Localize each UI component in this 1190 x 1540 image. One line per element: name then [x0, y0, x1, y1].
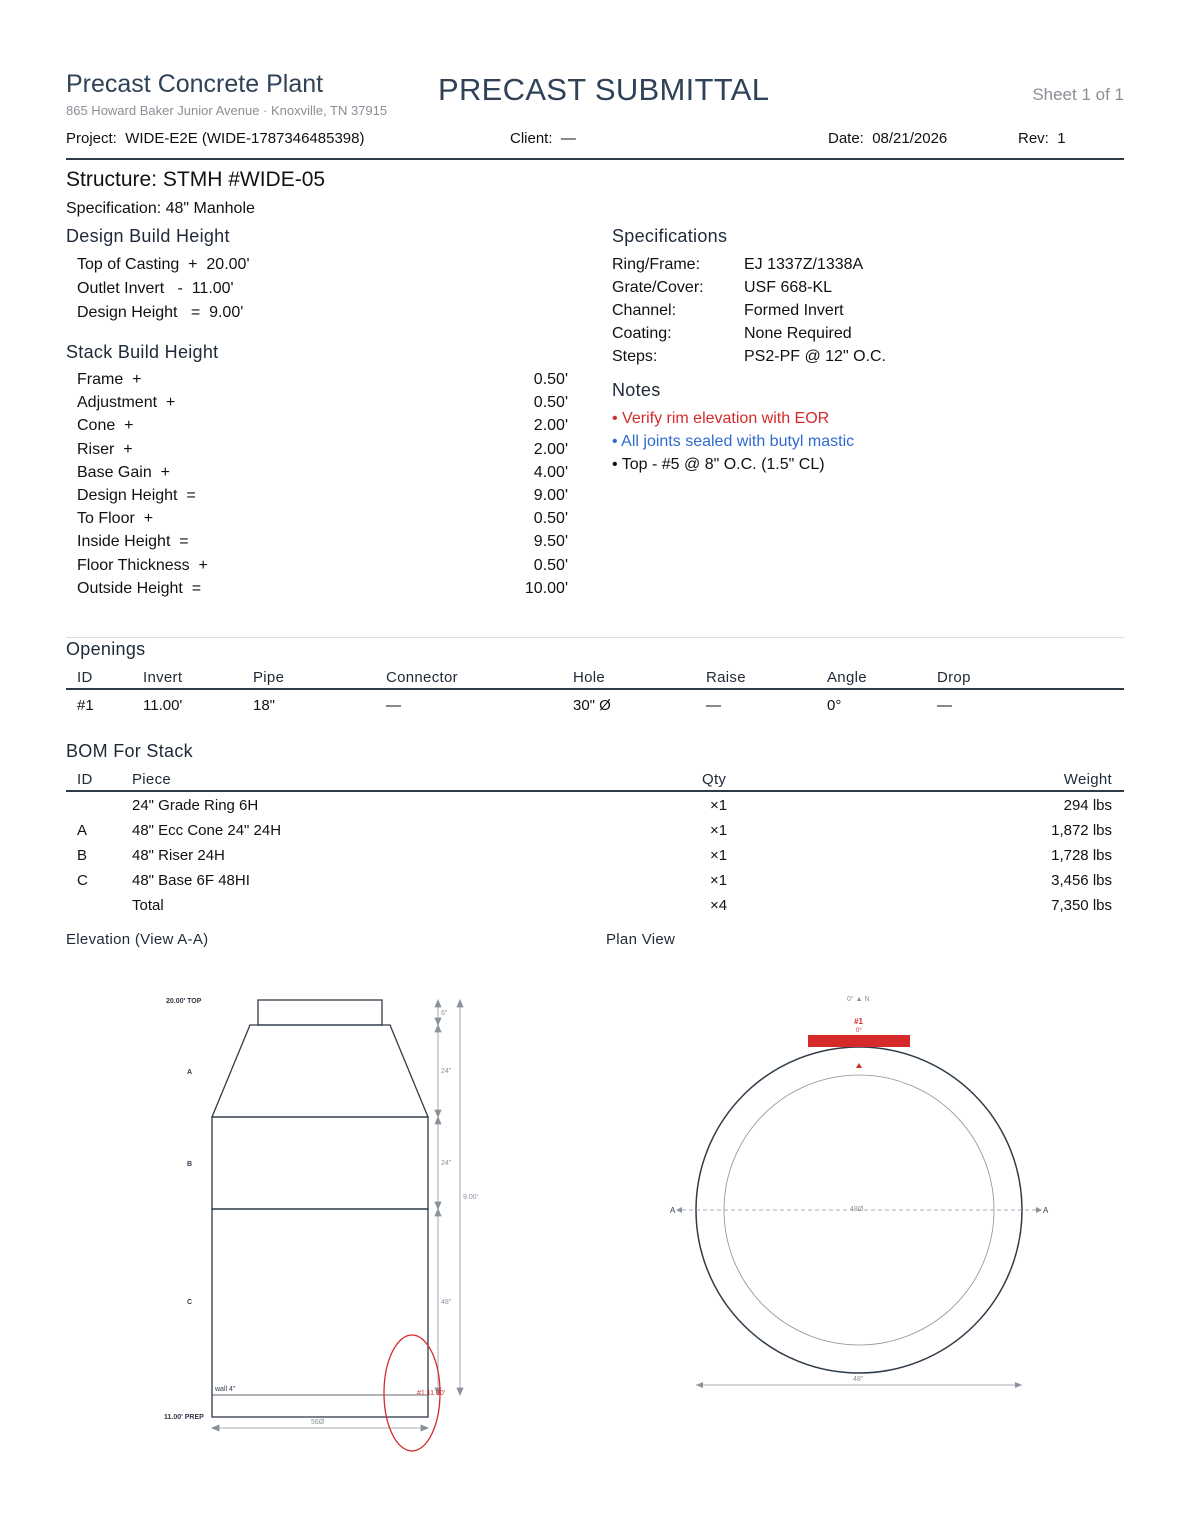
opening-id-label: #1: [854, 1017, 863, 1026]
note-item: • Verify rim elevation with EOR: [612, 410, 830, 427]
dim-arrow: [435, 1117, 441, 1124]
bom-cell: ×1: [710, 797, 728, 814]
bom-cell: C: [77, 872, 88, 889]
spec-value: EJ 1337Z/1338A: [744, 256, 864, 273]
spec-value: Formed Invert: [744, 302, 844, 319]
stack-build-value: 0.50': [533, 556, 568, 574]
client-label: Client:: [510, 130, 553, 147]
dim-arrow: [212, 1425, 219, 1431]
openings-cell: 11.00': [143, 697, 183, 714]
openings-column-header: Connector: [386, 669, 458, 686]
grade-ring-shape: [258, 1000, 382, 1025]
openings-cell: 30" Ø: [573, 697, 611, 714]
spec-key: Channel:: [612, 302, 677, 319]
dim-label: 6": [441, 1010, 448, 1017]
stack-build-value: 10.00': [524, 579, 568, 597]
dim-arrow: [435, 1025, 441, 1032]
dim-arrow: [696, 1382, 703, 1388]
bom-cell: 7,350 lbs: [1051, 897, 1112, 914]
notes-heading: Notes: [612, 380, 661, 400]
riser-shape: [212, 1117, 428, 1209]
plant-name: Precast Concrete Plant: [66, 70, 324, 98]
stack-build-value: 2.00': [533, 440, 568, 458]
dim-arrow: [457, 1000, 463, 1007]
dim-arrow: [421, 1425, 428, 1431]
note-item: • All joints sealed with butyl mastic: [612, 433, 855, 450]
specifications-heading: Specifications: [612, 226, 728, 246]
stack-build-value: 0.50': [533, 394, 568, 412]
bom-cell: 3,456 lbs: [1051, 872, 1112, 889]
bom-cell: 48" Ecc Cone 24" 24H: [132, 822, 282, 839]
stack-build-label: Adjustment +: [77, 394, 176, 412]
opening-arrow: [856, 1063, 862, 1068]
design-build-line: Outlet Invert - 11.00': [77, 280, 234, 297]
section-label: C: [187, 1299, 193, 1306]
openings-cell: —: [706, 697, 721, 714]
note-item: • Top - #5 @ 8" O.C. (1.5" CL): [612, 456, 825, 473]
client-value: —: [560, 130, 576, 147]
structure-title: Structure: STMH #WIDE-05: [66, 168, 326, 191]
openings-column-header: Drop: [937, 669, 971, 686]
dim-arrow: [457, 1388, 463, 1395]
bom-column-header: Qty: [702, 771, 727, 788]
opening-elevation-label: #1 11.00': [417, 1390, 446, 1397]
stack-build-value: 9.00': [533, 487, 568, 504]
plan-drawing: [600, 0, 1190, 1540]
rev-value: 1: [1057, 130, 1066, 147]
rev-label: Rev:: [1018, 130, 1049, 147]
stack-build-label: Outside Height =: [77, 579, 202, 597]
cone-shape: [212, 1025, 428, 1117]
spec-key: Coating:: [612, 325, 672, 342]
plan-view-label: Plan View: [606, 931, 676, 948]
stack-build-label: Design Height =: [77, 487, 196, 504]
dim-label: 24": [441, 1160, 452, 1167]
stack-build-label: To Floor +: [77, 510, 154, 528]
openings-column-header: Pipe: [253, 669, 285, 686]
section-right-label: A: [1043, 1206, 1049, 1215]
total-dim-label: 9.00': [463, 1194, 478, 1201]
stack-build-label: Riser +: [77, 440, 133, 458]
opening-marker: [808, 1035, 910, 1047]
project-label: Project:: [66, 130, 117, 147]
bom-cell: 1,872 lbs: [1051, 822, 1112, 839]
stack-build-label: Inside Height =: [77, 533, 189, 551]
design-build-line: Top of Casting + 20.00': [77, 256, 250, 273]
dim-arrow: [1015, 1382, 1022, 1388]
openings-cell: 18": [253, 697, 276, 714]
stack-build-value: 0.50': [533, 510, 568, 528]
spec-value: PS2-PF @ 12" O.C.: [744, 348, 886, 365]
stack-build-value: 4.00': [533, 463, 568, 481]
dim-arrow: [435, 1110, 441, 1117]
spec-value: None Required: [744, 325, 852, 342]
openings-column-header: Raise: [706, 669, 746, 686]
opening-angle-label: 0°: [856, 1028, 862, 1034]
section-arrow: [676, 1207, 682, 1213]
openings-column-header: Angle: [827, 669, 867, 686]
openings-cell: 0°: [827, 697, 842, 714]
bom-cell: ×1: [710, 872, 728, 889]
plant-address: 865 Howard Baker Junior Avenue · Knoxville, TN 37915: [66, 103, 388, 118]
bom-cell: ×4: [710, 897, 728, 914]
openings-cell: —: [937, 697, 952, 714]
wall-label: wall 4": [215, 1386, 236, 1393]
structure-specification: Specification: 48" Manhole: [66, 200, 255, 217]
bom-cell: 24" Grade Ring 6H: [132, 797, 259, 814]
section-arrow: [1036, 1207, 1042, 1213]
stack-build-label: Floor Thickness +: [77, 556, 208, 574]
dim-label: 48": [441, 1299, 452, 1306]
section-left-label: A: [670, 1206, 676, 1215]
bom-cell: Total: [132, 897, 164, 914]
openings-column-header: Invert: [143, 669, 183, 686]
dim-label: 24": [441, 1068, 452, 1075]
bom-column-header: ID: [77, 771, 93, 788]
spec-value: USF 668-KL: [744, 279, 833, 296]
stack-build-value: 2.00': [533, 417, 568, 435]
section-label: A: [187, 1069, 193, 1076]
dim-arrow: [435, 1209, 441, 1216]
design-build-line: Design Height = 9.00': [77, 304, 244, 321]
openings-column-header: Hole: [573, 669, 606, 686]
openings-heading: Openings: [66, 639, 146, 659]
spec-key: Steps:: [612, 348, 658, 365]
spec-key: Ring/Frame:: [612, 256, 701, 273]
bom-cell: 294 lbs: [1063, 797, 1112, 814]
bom-heading: BOM For Stack: [66, 741, 193, 761]
bottom-elevation-label: 11.00' PREP: [164, 1414, 204, 1421]
stack-build-label: Cone +: [77, 417, 134, 435]
project-value: WIDE-E2E (WIDE-1787346485398): [125, 130, 365, 147]
openings-cell: #1: [77, 697, 94, 714]
bom-cell: 1,728 lbs: [1051, 847, 1112, 864]
bom-cell: ×1: [710, 822, 728, 839]
bom-cell: 48" Riser 24H: [132, 847, 225, 864]
bom-column-header: Weight: [1063, 771, 1112, 788]
stack-build-label: Base Gain +: [77, 463, 170, 481]
spec-key: Grate/Cover:: [612, 279, 704, 296]
document-title: PRECAST SUBMITTAL: [438, 72, 770, 107]
dim-arrow: [435, 1000, 441, 1007]
base-shape: [212, 1209, 428, 1417]
date-label: Date:: [828, 130, 864, 147]
top-elevation-label: 20.00' TOP: [166, 998, 202, 1005]
elevation-view-label: Elevation (View A-A): [66, 931, 209, 948]
openings-column-header: ID: [77, 669, 93, 686]
bom-cell: 48" Base 6F 48HI: [132, 872, 250, 889]
inner-dim-label: 48Ø: [850, 1206, 864, 1213]
bom-cell: A: [77, 822, 88, 839]
dim-arrow: [435, 1202, 441, 1209]
section-label: B: [187, 1161, 193, 1168]
openings-cell: —: [386, 697, 401, 714]
outer-dim-label: 48": [853, 1376, 864, 1383]
design-build-heading: Design Build Height: [66, 226, 230, 246]
date-value: 08/21/2026: [872, 130, 948, 147]
bom-cell: B: [77, 847, 88, 864]
north-label: 0° ▲ N: [847, 996, 870, 1003]
sheet-number: Sheet 1 of 1: [1032, 85, 1124, 104]
stack-build-value: 9.50': [533, 533, 568, 551]
stack-build-value: 0.50': [533, 371, 568, 388]
bom-cell: ×1: [710, 847, 728, 864]
stack-build-heading: Stack Build Height: [66, 342, 219, 362]
stack-build-label: Frame +: [77, 371, 142, 388]
width-dim-label: 56Ø: [311, 1419, 325, 1426]
bom-column-header: Piece: [132, 771, 172, 788]
dim-arrow: [435, 1018, 441, 1025]
